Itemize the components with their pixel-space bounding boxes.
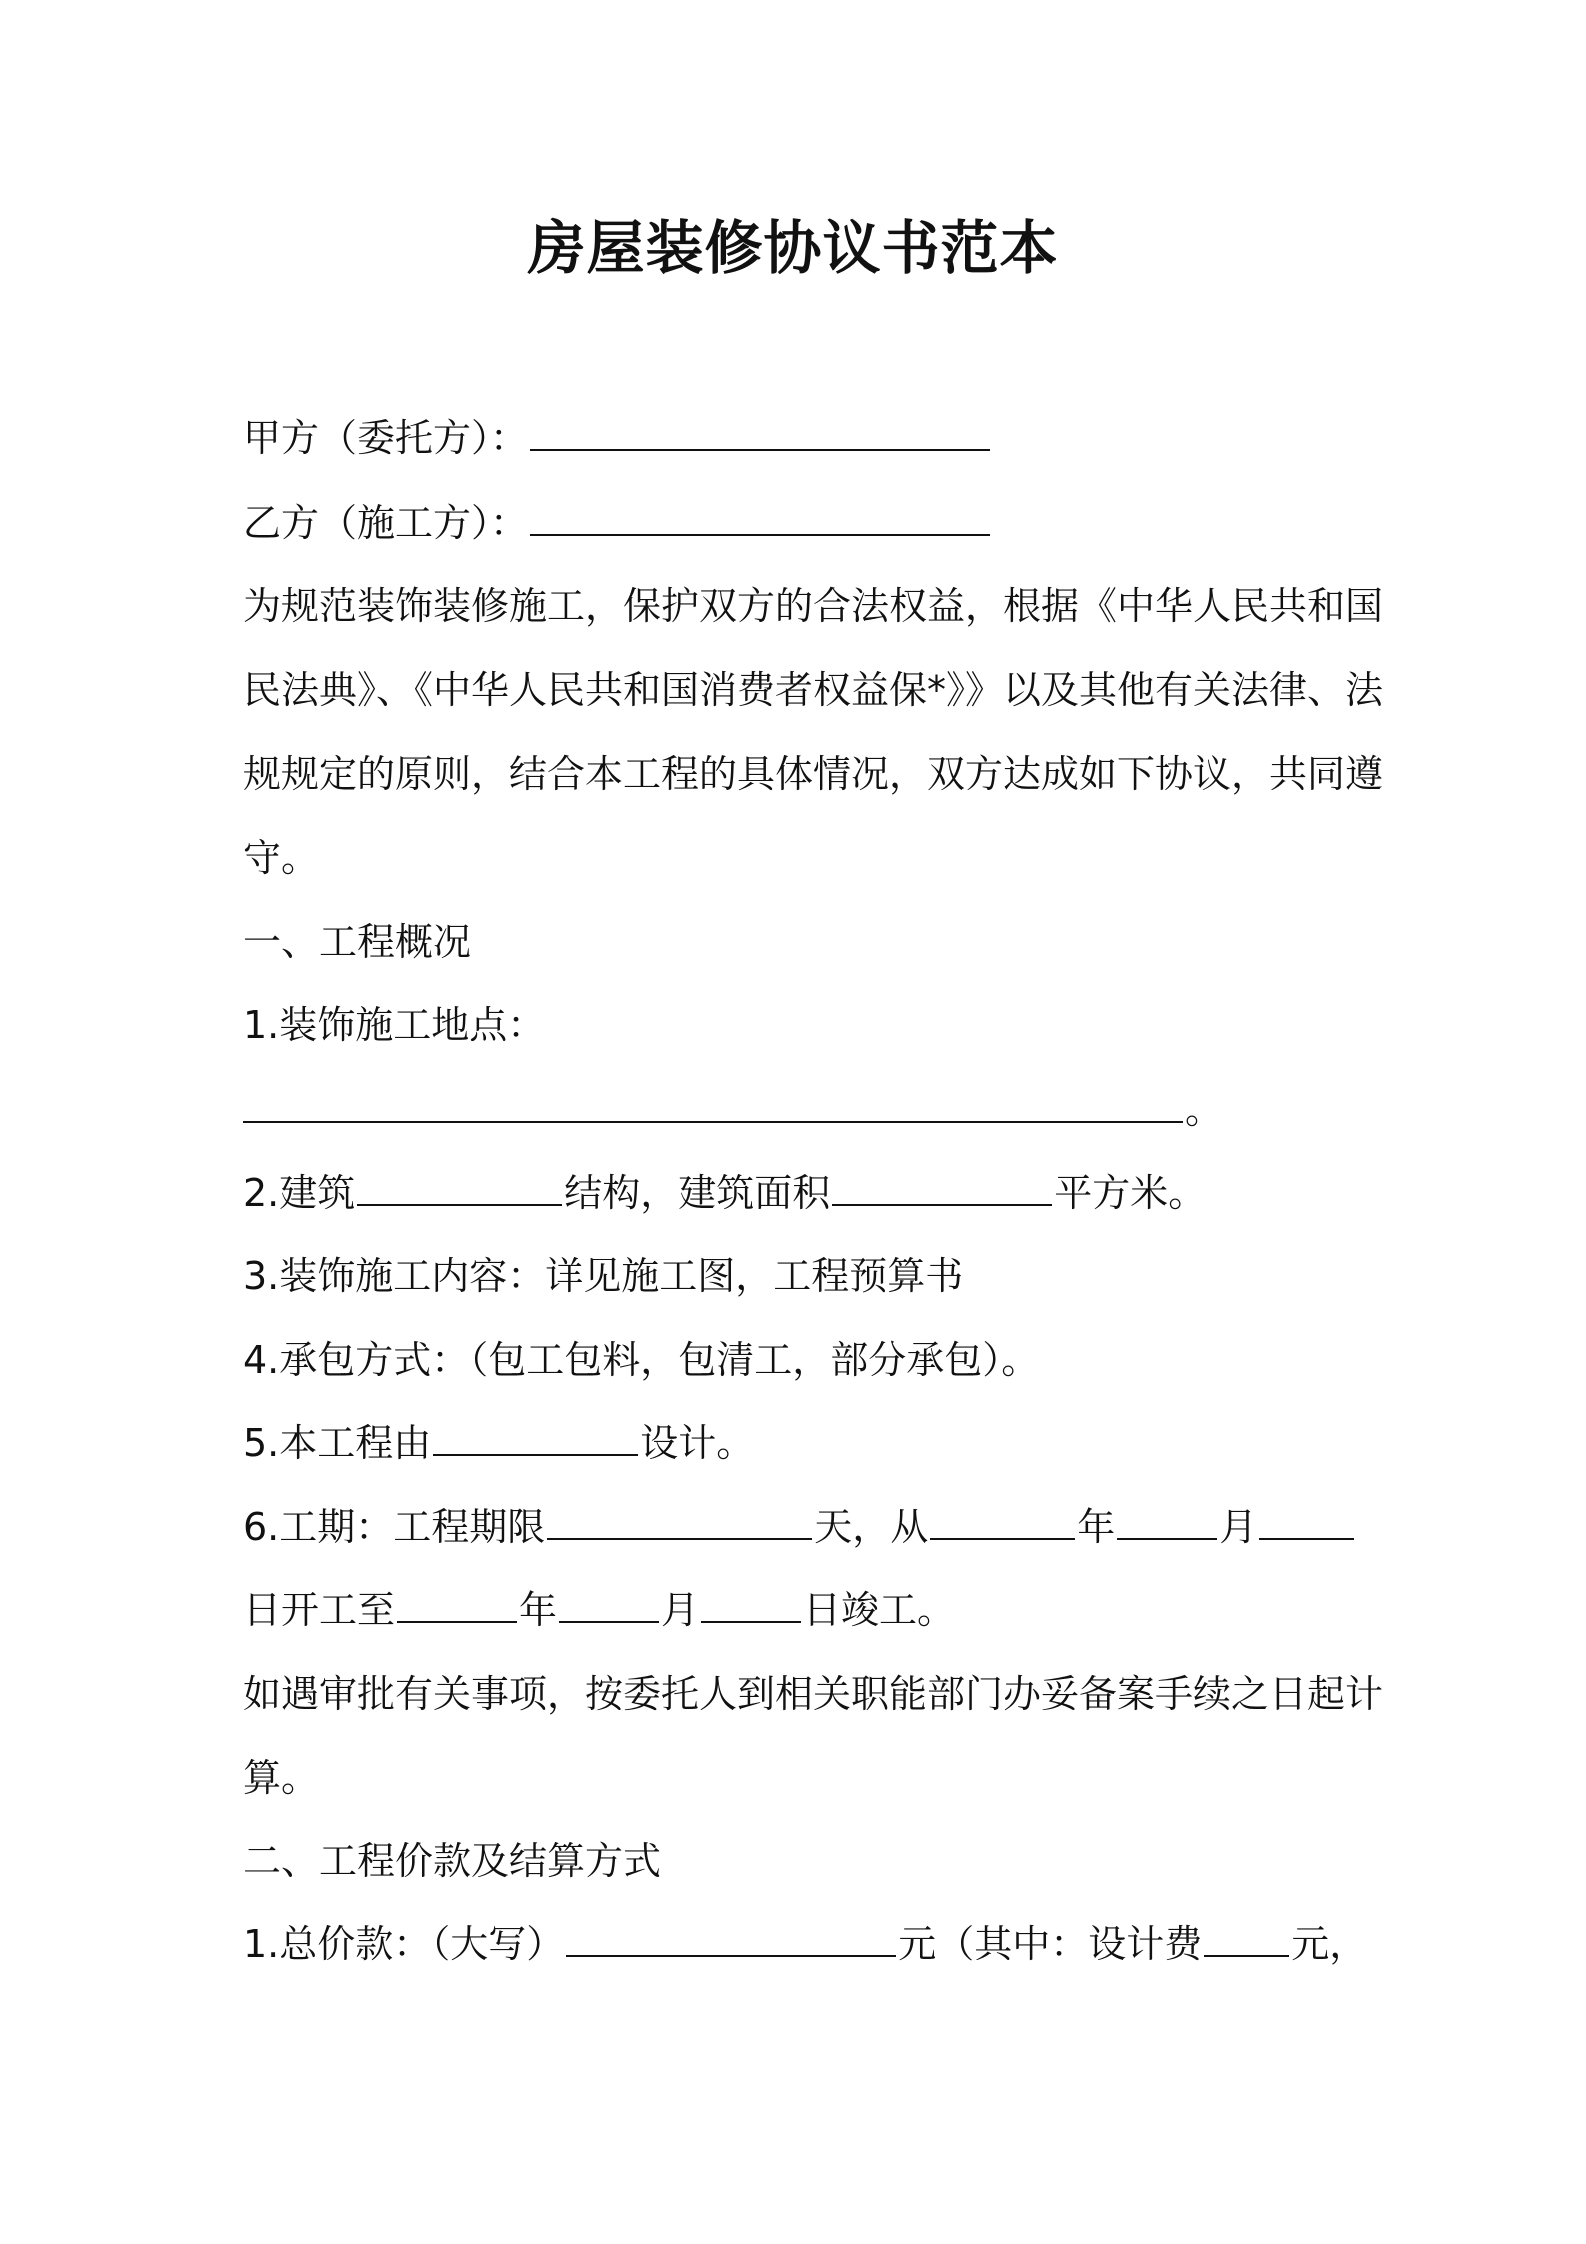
item4-line: 4.承包方式：（包工包料，包清工，部分承包）。: [243, 1338, 1040, 1382]
address-blank[interactable]: [243, 1087, 1183, 1123]
party-b-blank[interactable]: [530, 500, 990, 536]
area-blank[interactable]: [832, 1170, 1052, 1206]
design-fee-blank[interactable]: [1204, 1921, 1289, 1957]
item1-line: 1.装饰施工地点：: [243, 1003, 546, 1047]
start-year-blank[interactable]: [930, 1504, 1075, 1540]
start-day-blank[interactable]: [1259, 1504, 1354, 1540]
item6-text-e: 日开工至: [243, 1588, 396, 1632]
item1-address-line: [243, 1080, 1363, 1140]
item2-text-c: 平方米。: [1054, 1171, 1207, 1215]
price-text-c: 元，: [1291, 1922, 1368, 1966]
item6-text-f: 年: [519, 1588, 558, 1632]
item6-line: [243, 1497, 1363, 1557]
end-year-blank[interactable]: [397, 1587, 517, 1623]
item2-text-b: 结构，建筑面积: [564, 1171, 831, 1215]
party-b-line: [243, 493, 1363, 553]
party-a-label: 甲方（委托方）：: [243, 416, 529, 460]
structure-blank[interactable]: [357, 1170, 562, 1206]
item5-text-b: 设计。: [640, 1421, 755, 1465]
party-b-label: 乙方（施工方）：: [243, 501, 529, 545]
item6-line-2: [243, 1580, 1363, 1640]
total-price-blank[interactable]: [566, 1921, 896, 1957]
section2-item1-line: [243, 1914, 1368, 1974]
end-month-blank[interactable]: [559, 1587, 659, 1623]
item5-line: [243, 1413, 1363, 1473]
preamble-line-1: 为规范装饰装修施工，保护双方的合法权益，根据《中华人民共和国: [243, 584, 1384, 628]
item3-line: 3.装饰施工内容：详见施工图，工程预算书: [243, 1254, 964, 1298]
price-text-b: 元（其中：设计费: [898, 1922, 1203, 1966]
document-title: 房屋装修协议书范本: [527, 214, 1059, 282]
section2-heading: 二、工程价款及结算方式: [243, 1839, 662, 1883]
item6-text-h: 日竣工。: [803, 1588, 956, 1632]
party-a-blank[interactable]: [530, 415, 990, 451]
duration-blank[interactable]: [547, 1504, 812, 1540]
item6-text-a: 6.工期：工程期限: [243, 1505, 546, 1549]
designer-blank[interactable]: [433, 1420, 638, 1456]
end-day-blank[interactable]: [701, 1587, 801, 1623]
party-a-line: [243, 408, 1363, 468]
item2-text-a: 2.建筑: [243, 1171, 356, 1215]
start-month-blank[interactable]: [1117, 1504, 1217, 1540]
section1-heading: 一、工程概况: [243, 920, 472, 964]
item6-text-g: 月: [661, 1588, 700, 1632]
item1-end: 。: [1185, 1088, 1224, 1132]
note-line-1: 如遇审批有关事项，按委托人到相关职能部门办妥备案手续之日起计: [243, 1672, 1384, 1716]
item6-text-c: 年: [1077, 1505, 1116, 1549]
item2-line: [243, 1163, 1363, 1223]
item5-text-a: 5.本工程由: [243, 1421, 432, 1465]
preamble-line-2: 民法典》、《中华人民共和国消费者权益保*》》以及其他有关法律、法: [243, 668, 1384, 712]
preamble-line-3: 规规定的原则，结合本工程的具体情况，双方达成如下协议，共同遵: [243, 752, 1384, 796]
preamble-line-4: 守。: [243, 836, 320, 880]
item6-text-b: 天，从: [814, 1505, 929, 1549]
price-text-a: 1.总价款：（大写）: [243, 1922, 565, 1966]
item6-text-d: 月: [1219, 1505, 1258, 1549]
note-line-2: 算。: [243, 1756, 320, 1800]
